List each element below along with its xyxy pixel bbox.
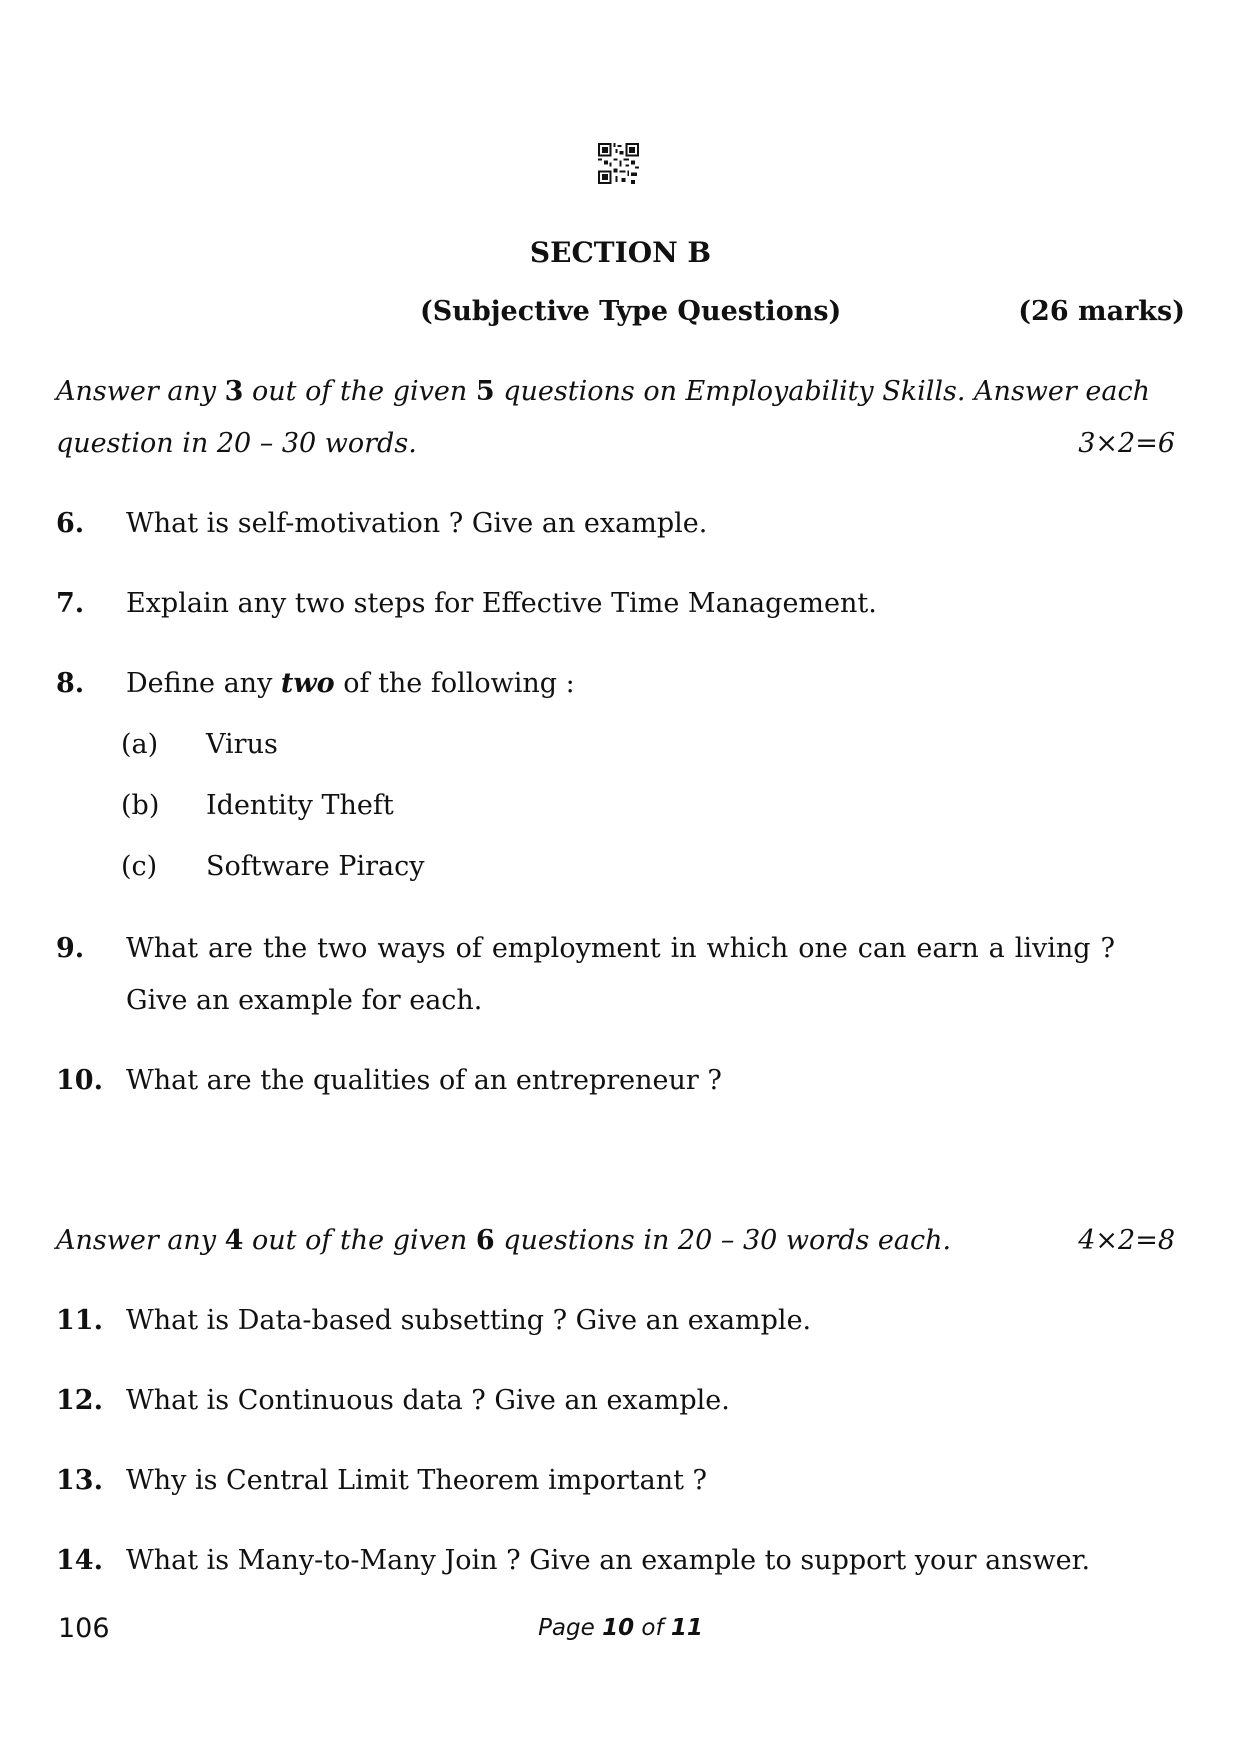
part1-instruction-line2: question in 20 – 30 words. [56,428,417,459]
option-text: Virus [206,729,278,760]
option-letter: (b) [121,790,160,821]
question-text: Define any two of the following : [126,668,575,699]
part1-instruction: Answer any 3 out of the given 5 questions on Employability Skills. Answer each [56,376,1150,407]
part1-marks-allocation: 3×2=6 [1078,428,1175,459]
question-number: 11. [56,1305,103,1336]
section-title: SECTION B [529,236,712,269]
qr-code-icon [598,143,639,184]
option-text: Identity Theft [206,790,394,821]
question-text-line2: Give an example for each. [126,985,483,1016]
question-text: What are the qualities of an entrepreneur ? [126,1065,722,1096]
page-number: Page 10 of 11 [538,1615,703,1641]
question-text: What is Continuous data ? Give an example. [126,1385,730,1416]
question-text: What is self-motivation ? Give an example. [126,508,708,539]
paper-code: 106 [58,1613,110,1644]
option-letter: (a) [121,729,159,760]
question-text: Why is Central Limit Theorem important ? [126,1465,708,1496]
question-text: What is Data-based subsetting ? Give an example. [126,1305,812,1336]
question-number: 9. [56,933,85,964]
question-number: 14. [56,1545,103,1576]
section-total-marks: (26 marks) [1018,296,1185,327]
option-text: Software Piracy [206,851,425,882]
section-subtitle: (Subjective Type Questions) [420,296,842,327]
part2-instruction: Answer any 4 out of the given 6 questions in 20 – 30 words each. [56,1225,952,1256]
question-number: 13. [56,1465,103,1496]
question-text: Explain any two steps for Effective Time Management. [126,588,877,619]
question-text: What are the two ways of employment in which one can earn a living ? [126,933,1115,964]
question-number: 7. [56,588,85,619]
question-number: 12. [56,1385,103,1416]
question-number: 10. [56,1065,103,1096]
option-letter: (c) [121,851,158,882]
question-number: 6. [56,508,85,539]
question-text: What is Many-to-Many Join ? Give an example to support your answer. [126,1545,1091,1576]
question-number: 8. [56,668,85,699]
part2-marks-allocation: 4×2=8 [1078,1225,1175,1256]
